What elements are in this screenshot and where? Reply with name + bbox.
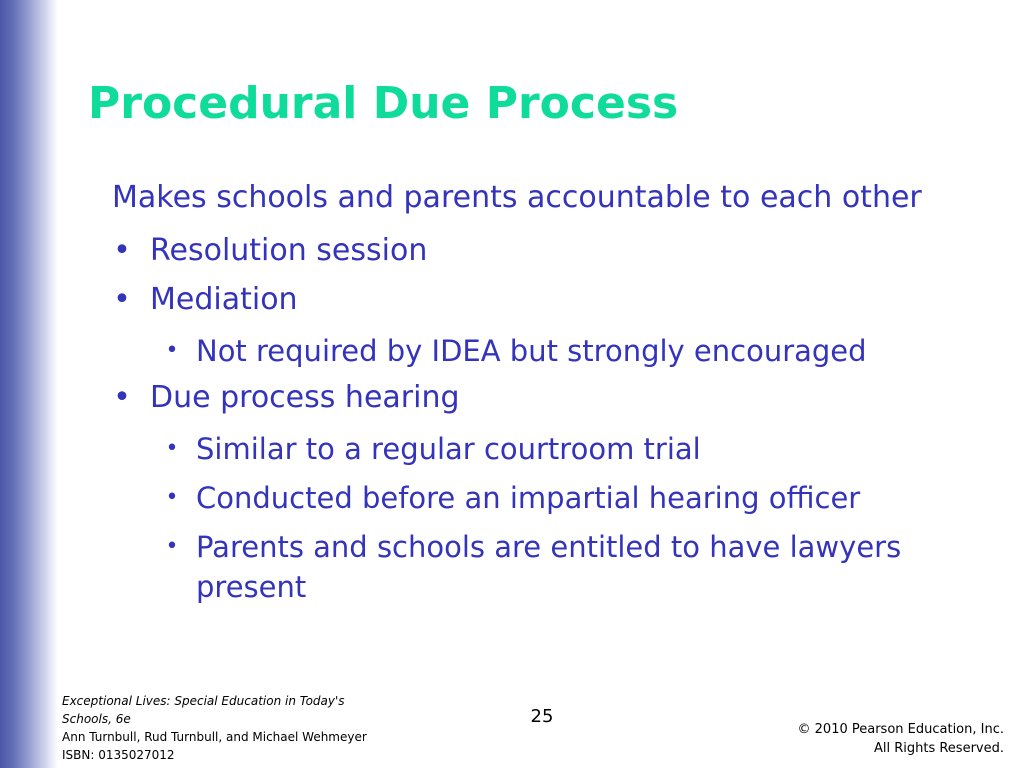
sub-bullet-text: Not required by IDEA but strongly encouraged	[196, 334, 867, 368]
sub-bullet-text: Similar to a regular courtroom trial	[196, 432, 701, 466]
copyright-line2: All Rights Reserved.	[873, 741, 1004, 756]
bullet-icon: •	[165, 534, 179, 559]
intro-text: Makes schools and parents accountable to each other	[112, 180, 922, 215]
bullet-text: Mediation	[150, 282, 298, 317]
sub-bullet-item	[112, 527, 992, 607]
bullet-item	[112, 278, 992, 322]
sub-bullet-item	[112, 478, 992, 518]
bullet-icon: •	[165, 485, 179, 510]
bullet-icon: •	[113, 233, 131, 268]
bullet-icon: •	[113, 380, 131, 415]
sub-bullet-text: Parents and schools are entitled to have lawyers present	[196, 530, 902, 604]
sub-bullet-text: Conducted before an impartial hearing officer	[196, 481, 861, 515]
book-authors: Ann Turnbull, Rud Turnbull, and Michael Wehmeyer	[62, 730, 367, 744]
page-number: 25	[530, 706, 554, 727]
bullet-text: Resolution session	[150, 233, 428, 268]
book-title-line1: Exceptional Lives: Special Education in Today's	[62, 694, 345, 708]
bullet-item	[112, 376, 992, 420]
book-isbn: ISBN: 0135027012	[62, 748, 175, 762]
copyright	[798, 720, 1004, 758]
bullet-item	[112, 229, 992, 273]
sub-bullet-item	[112, 429, 992, 469]
bullet-text: Due process hearing	[150, 380, 460, 415]
book-title-line2: Schools, 6e	[62, 712, 131, 726]
sub-bullet-item	[112, 331, 992, 371]
bullet-icon: •	[113, 282, 131, 317]
copyright-line1: © 2010 Pearson Education, Inc.	[797, 722, 1004, 737]
side-gradient-bar	[0, 0, 58, 768]
slide-content	[112, 176, 992, 607]
book-citation	[62, 692, 402, 764]
bullet-icon: •	[165, 338, 179, 363]
slide-title: Procedural Due Process	[88, 78, 679, 129]
bullet-icon: •	[165, 436, 179, 461]
